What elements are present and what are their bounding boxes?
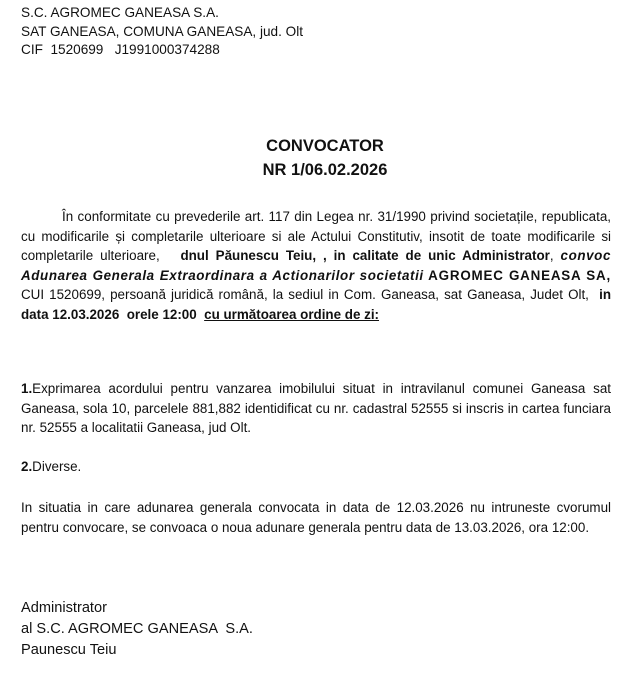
agenda-item-number: 2. — [21, 459, 33, 474]
company-details: CUI 1520699, persoană juridică română, la sediul in Com. Ganeasa, sat Ganeasa, Judet Olt, — [21, 267, 615, 303]
signature-name: Paunescu Teiu — [21, 642, 117, 658]
agenda-item-number: 1. — [21, 381, 33, 396]
company-ids: CIF 1520699 J1991000374288 — [21, 42, 220, 57]
agenda-item-text: Diverse. — [32, 459, 82, 474]
intro-separator: , — [549, 248, 561, 264]
signature-company: al S.C. AGROMEC GANEASA S.A. — [21, 621, 253, 637]
meeting-type: convoc Adunarea Generala Extraordinara a Actionarilor societatii — [21, 248, 611, 283]
signature-role: Administrator — [21, 600, 107, 616]
intro-text: , insotit de toate modificarile si completarile ulterioare, — [21, 228, 615, 264]
company-name: S.C. AGROMEC GANEASA S.A. — [21, 5, 219, 20]
agenda-item — [21, 457, 611, 477]
signature-block — [21, 598, 253, 661]
document-number: NR 1/06.02.2026 — [262, 161, 388, 179]
intro-legal-basis: În conformitate cu prevederile art. 117 din Legea nr. 31/1990 privind societațile, republicata, cu modificarile și completarile ulterioare si ale Actului Constitutiv — [21, 209, 611, 244]
company-bold-name: AGROMEC GANEASA SA, — [428, 267, 611, 283]
company-header — [21, 4, 303, 60]
document-title: CONVOCATOR — [266, 137, 384, 155]
intro-paragraph — [21, 207, 615, 325]
agenda-heading: cu următoarea ordine de zi: — [204, 306, 380, 322]
company-address: SAT GANEASA, COMUNA GANEASA, jud. Olt — [21, 23, 304, 39]
meeting-datetime: in data 12.03.2026 orele 12:00 — [21, 287, 615, 322]
convener-name: dnul Păunescu Teiu, , in calitate de unic Administrator — [180, 248, 550, 264]
agenda-item-text: Exprimarea acordului pentru vanzarea imobilului situat in intravilanul comunei Ganeasa sat Ganeasa, sola 10, parcelele 881,882 identidificat cu nr. cadastral 52555 si inscris in cartea funciara nr. 52555 a localitatii Ganeasa, jud Olt. — [21, 381, 611, 436]
agenda-item — [21, 379, 611, 438]
quorum-paragraph: In situatia in care adunarea generala convocata in data de 12.03.2026 nu intruneste cvorumul pentru convocare, se convoaca o noua adunare generala pentru data de 13.03.2026, ora 12:00. — [21, 500, 611, 535]
